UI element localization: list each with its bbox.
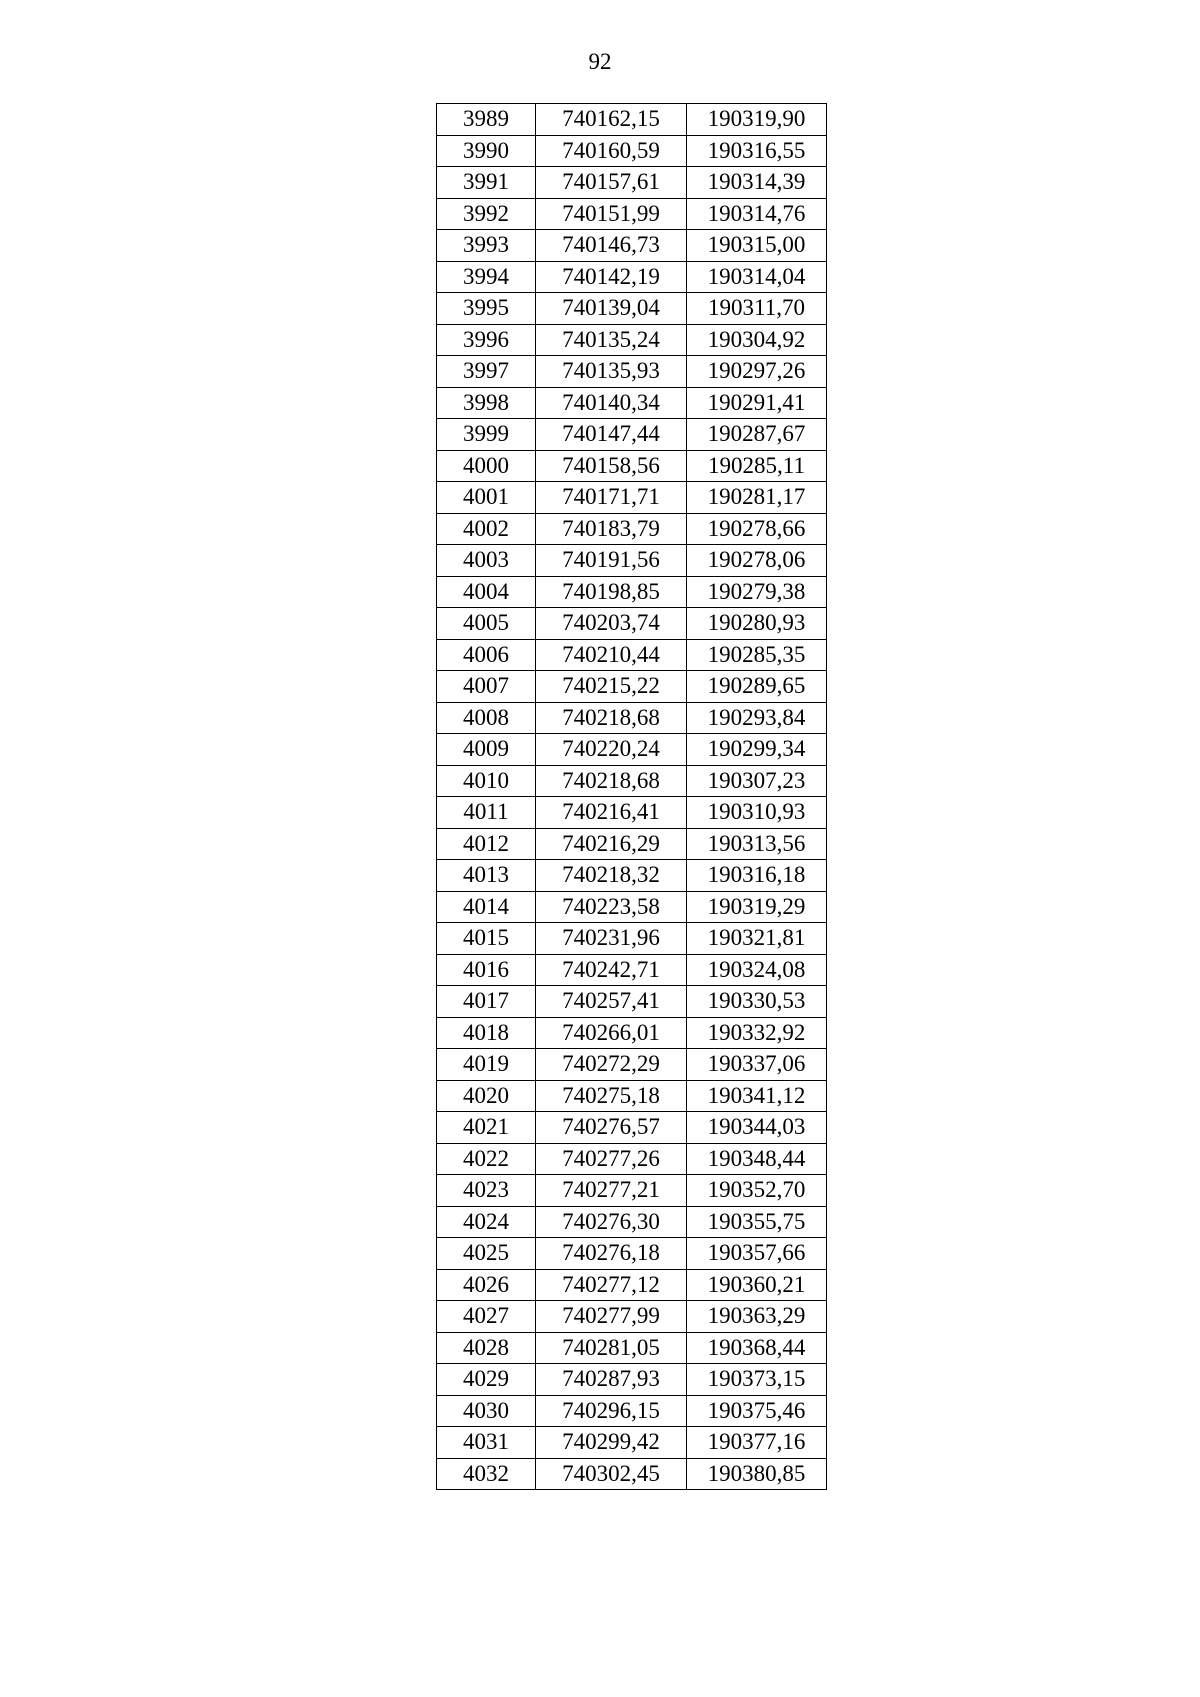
- point-number-cell: 4019: [437, 1049, 536, 1081]
- x-coordinate-cell: 740223,58: [536, 891, 687, 923]
- point-number-cell: 4002: [437, 513, 536, 545]
- x-coordinate-cell: 740183,79: [536, 513, 687, 545]
- y-coordinate-cell: 190344,03: [687, 1112, 827, 1144]
- point-number-cell: 4001: [437, 482, 536, 514]
- x-coordinate-cell: 740266,01: [536, 1017, 687, 1049]
- x-coordinate-cell: 740203,74: [536, 608, 687, 640]
- x-coordinate-cell: 740171,71: [536, 482, 687, 514]
- y-coordinate-cell: 190307,23: [687, 765, 827, 797]
- table-row: [437, 639, 827, 671]
- point-number-cell: 4000: [437, 450, 536, 482]
- y-coordinate-cell: 190299,34: [687, 734, 827, 766]
- table-row: [437, 923, 827, 955]
- x-coordinate-cell: 740151,99: [536, 198, 687, 230]
- point-number-cell: 4018: [437, 1017, 536, 1049]
- table-row: [437, 356, 827, 388]
- point-number-cell: 4015: [437, 923, 536, 955]
- table-row: [437, 482, 827, 514]
- y-coordinate-cell: 190355,75: [687, 1206, 827, 1238]
- table-row: [437, 1017, 827, 1049]
- y-coordinate-cell: 190348,44: [687, 1143, 827, 1175]
- x-coordinate-cell: 740198,85: [536, 576, 687, 608]
- table-row: [437, 293, 827, 325]
- y-coordinate-cell: 190330,53: [687, 986, 827, 1018]
- x-coordinate-cell: 740287,93: [536, 1364, 687, 1396]
- x-coordinate-cell: 740160,59: [536, 135, 687, 167]
- table-row: [437, 104, 827, 136]
- table-row: [437, 1143, 827, 1175]
- point-number-cell: 4027: [437, 1301, 536, 1333]
- point-number-cell: 4020: [437, 1080, 536, 1112]
- x-coordinate-cell: 740275,18: [536, 1080, 687, 1112]
- x-coordinate-cell: 740216,29: [536, 828, 687, 860]
- point-number-cell: 4026: [437, 1269, 536, 1301]
- point-number-cell: 4003: [437, 545, 536, 577]
- table-row: [437, 1269, 827, 1301]
- y-coordinate-cell: 190313,56: [687, 828, 827, 860]
- point-number-cell: 4030: [437, 1395, 536, 1427]
- point-number-cell: 3999: [437, 419, 536, 451]
- x-coordinate-cell: 740162,15: [536, 104, 687, 136]
- y-coordinate-cell: 190352,70: [687, 1175, 827, 1207]
- x-coordinate-cell: 740277,12: [536, 1269, 687, 1301]
- x-coordinate-cell: 740277,26: [536, 1143, 687, 1175]
- y-coordinate-cell: 190285,35: [687, 639, 827, 671]
- y-coordinate-cell: 190368,44: [687, 1332, 827, 1364]
- x-coordinate-cell: 740276,57: [536, 1112, 687, 1144]
- table-row: [437, 230, 827, 262]
- point-number-cell: 4017: [437, 986, 536, 1018]
- point-number-cell: 4010: [437, 765, 536, 797]
- table-row: [437, 261, 827, 293]
- table-row: [437, 1175, 827, 1207]
- table-row: [437, 702, 827, 734]
- table-row: [437, 608, 827, 640]
- point-number-cell: 4016: [437, 954, 536, 986]
- table-row: [437, 1112, 827, 1144]
- x-coordinate-cell: 740158,56: [536, 450, 687, 482]
- point-number-cell: 3992: [437, 198, 536, 230]
- point-number-cell: 3989: [437, 104, 536, 136]
- point-number-cell: 4031: [437, 1427, 536, 1459]
- point-number-cell: 4024: [437, 1206, 536, 1238]
- table-row: [437, 450, 827, 482]
- table-row: [437, 135, 827, 167]
- y-coordinate-cell: 190314,04: [687, 261, 827, 293]
- y-coordinate-cell: 190304,92: [687, 324, 827, 356]
- x-coordinate-cell: 740146,73: [536, 230, 687, 262]
- table-row: [437, 1332, 827, 1364]
- point-number-cell: 4005: [437, 608, 536, 640]
- x-coordinate-cell: 740277,99: [536, 1301, 687, 1333]
- page-number: 92: [588, 49, 612, 74]
- table-row: [437, 1458, 827, 1490]
- point-number-cell: 3991: [437, 167, 536, 199]
- y-coordinate-cell: 190314,76: [687, 198, 827, 230]
- y-coordinate-cell: 190291,41: [687, 387, 827, 419]
- table-row: [437, 513, 827, 545]
- table-row: [437, 954, 827, 986]
- table-row: [437, 198, 827, 230]
- x-coordinate-cell: 740302,45: [536, 1458, 687, 1490]
- table-row: [437, 734, 827, 766]
- y-coordinate-cell: 190285,11: [687, 450, 827, 482]
- table-row: [437, 1206, 827, 1238]
- table-row: [437, 387, 827, 419]
- y-coordinate-cell: 190341,12: [687, 1080, 827, 1112]
- y-coordinate-cell: 190337,06: [687, 1049, 827, 1081]
- table-row: [437, 576, 827, 608]
- point-number-cell: 3993: [437, 230, 536, 262]
- point-number-cell: 4021: [437, 1112, 536, 1144]
- x-coordinate-cell: 740299,42: [536, 1427, 687, 1459]
- table-row: [437, 1080, 827, 1112]
- x-coordinate-cell: 740276,18: [536, 1238, 687, 1270]
- table-row: [437, 986, 827, 1018]
- y-coordinate-cell: 190297,26: [687, 356, 827, 388]
- x-coordinate-cell: 740191,56: [536, 545, 687, 577]
- point-number-cell: 4008: [437, 702, 536, 734]
- y-coordinate-cell: 190363,29: [687, 1301, 827, 1333]
- point-number-cell: 4025: [437, 1238, 536, 1270]
- table-row: [437, 765, 827, 797]
- y-coordinate-cell: 190281,17: [687, 482, 827, 514]
- point-number-cell: 3990: [437, 135, 536, 167]
- y-coordinate-cell: 190324,08: [687, 954, 827, 986]
- y-coordinate-cell: 190316,18: [687, 860, 827, 892]
- coordinates-table-body: [437, 104, 827, 1490]
- point-number-cell: 4007: [437, 671, 536, 703]
- y-coordinate-cell: 190293,84: [687, 702, 827, 734]
- x-coordinate-cell: 740210,44: [536, 639, 687, 671]
- y-coordinate-cell: 190357,66: [687, 1238, 827, 1270]
- y-coordinate-cell: 190380,85: [687, 1458, 827, 1490]
- y-coordinate-cell: 190289,65: [687, 671, 827, 703]
- table-row: [437, 860, 827, 892]
- x-coordinate-cell: 740142,19: [536, 261, 687, 293]
- point-number-cell: 4006: [437, 639, 536, 671]
- x-coordinate-cell: 740242,71: [536, 954, 687, 986]
- point-number-cell: 4022: [437, 1143, 536, 1175]
- y-coordinate-cell: 190319,90: [687, 104, 827, 136]
- y-coordinate-cell: 190377,16: [687, 1427, 827, 1459]
- table-row: [437, 828, 827, 860]
- table-row: [437, 1301, 827, 1333]
- table-row: [437, 1049, 827, 1081]
- x-coordinate-cell: 740218,68: [536, 765, 687, 797]
- point-number-cell: 4029: [437, 1364, 536, 1396]
- x-coordinate-cell: 740272,29: [536, 1049, 687, 1081]
- table-row: [437, 167, 827, 199]
- x-coordinate-cell: 740218,32: [536, 860, 687, 892]
- x-coordinate-cell: 740140,34: [536, 387, 687, 419]
- point-number-cell: 4028: [437, 1332, 536, 1364]
- y-coordinate-cell: 190316,55: [687, 135, 827, 167]
- point-number-cell: 3997: [437, 356, 536, 388]
- x-coordinate-cell: 740277,21: [536, 1175, 687, 1207]
- y-coordinate-cell: 190375,46: [687, 1395, 827, 1427]
- x-coordinate-cell: 740218,68: [536, 702, 687, 734]
- x-coordinate-cell: 740276,30: [536, 1206, 687, 1238]
- x-coordinate-cell: 740157,61: [536, 167, 687, 199]
- y-coordinate-cell: 190280,93: [687, 608, 827, 640]
- y-coordinate-cell: 190287,67: [687, 419, 827, 451]
- point-number-cell: 4023: [437, 1175, 536, 1207]
- x-coordinate-cell: 740257,41: [536, 986, 687, 1018]
- x-coordinate-cell: 740231,96: [536, 923, 687, 955]
- table-row: [437, 797, 827, 829]
- x-coordinate-cell: 740216,41: [536, 797, 687, 829]
- point-number-cell: 4009: [437, 734, 536, 766]
- table-row: [437, 1427, 827, 1459]
- table-row: [437, 1395, 827, 1427]
- y-coordinate-cell: 190314,39: [687, 167, 827, 199]
- coordinates-table: [436, 103, 827, 1490]
- x-coordinate-cell: 740220,24: [536, 734, 687, 766]
- point-number-cell: 3998: [437, 387, 536, 419]
- point-number-cell: 4013: [437, 860, 536, 892]
- x-coordinate-cell: 740296,15: [536, 1395, 687, 1427]
- x-coordinate-cell: 740135,24: [536, 324, 687, 356]
- x-coordinate-cell: 740281,05: [536, 1332, 687, 1364]
- y-coordinate-cell: 190373,15: [687, 1364, 827, 1396]
- x-coordinate-cell: 740147,44: [536, 419, 687, 451]
- y-coordinate-cell: 190315,00: [687, 230, 827, 262]
- table-row: [437, 1364, 827, 1396]
- point-number-cell: 4012: [437, 828, 536, 860]
- y-coordinate-cell: 190310,93: [687, 797, 827, 829]
- point-number-cell: 3996: [437, 324, 536, 356]
- y-coordinate-cell: 190279,38: [687, 576, 827, 608]
- point-number-cell: 4011: [437, 797, 536, 829]
- y-coordinate-cell: 190311,70: [687, 293, 827, 325]
- table-row: [437, 324, 827, 356]
- point-number-cell: 3995: [437, 293, 536, 325]
- point-number-cell: 4004: [437, 576, 536, 608]
- x-coordinate-cell: 740139,04: [536, 293, 687, 325]
- point-number-cell: 4014: [437, 891, 536, 923]
- table-row: [437, 1238, 827, 1270]
- y-coordinate-cell: 190319,29: [687, 891, 827, 923]
- y-coordinate-cell: 190332,92: [687, 1017, 827, 1049]
- table-row: [437, 891, 827, 923]
- y-coordinate-cell: 190321,81: [687, 923, 827, 955]
- y-coordinate-cell: 190360,21: [687, 1269, 827, 1301]
- x-coordinate-cell: 740135,93: [536, 356, 687, 388]
- y-coordinate-cell: 190278,66: [687, 513, 827, 545]
- point-number-cell: 3994: [437, 261, 536, 293]
- table-row: [437, 419, 827, 451]
- table-row: [437, 671, 827, 703]
- y-coordinate-cell: 190278,06: [687, 545, 827, 577]
- point-number-cell: 4032: [437, 1458, 536, 1490]
- x-coordinate-cell: 740215,22: [536, 671, 687, 703]
- table-row: [437, 545, 827, 577]
